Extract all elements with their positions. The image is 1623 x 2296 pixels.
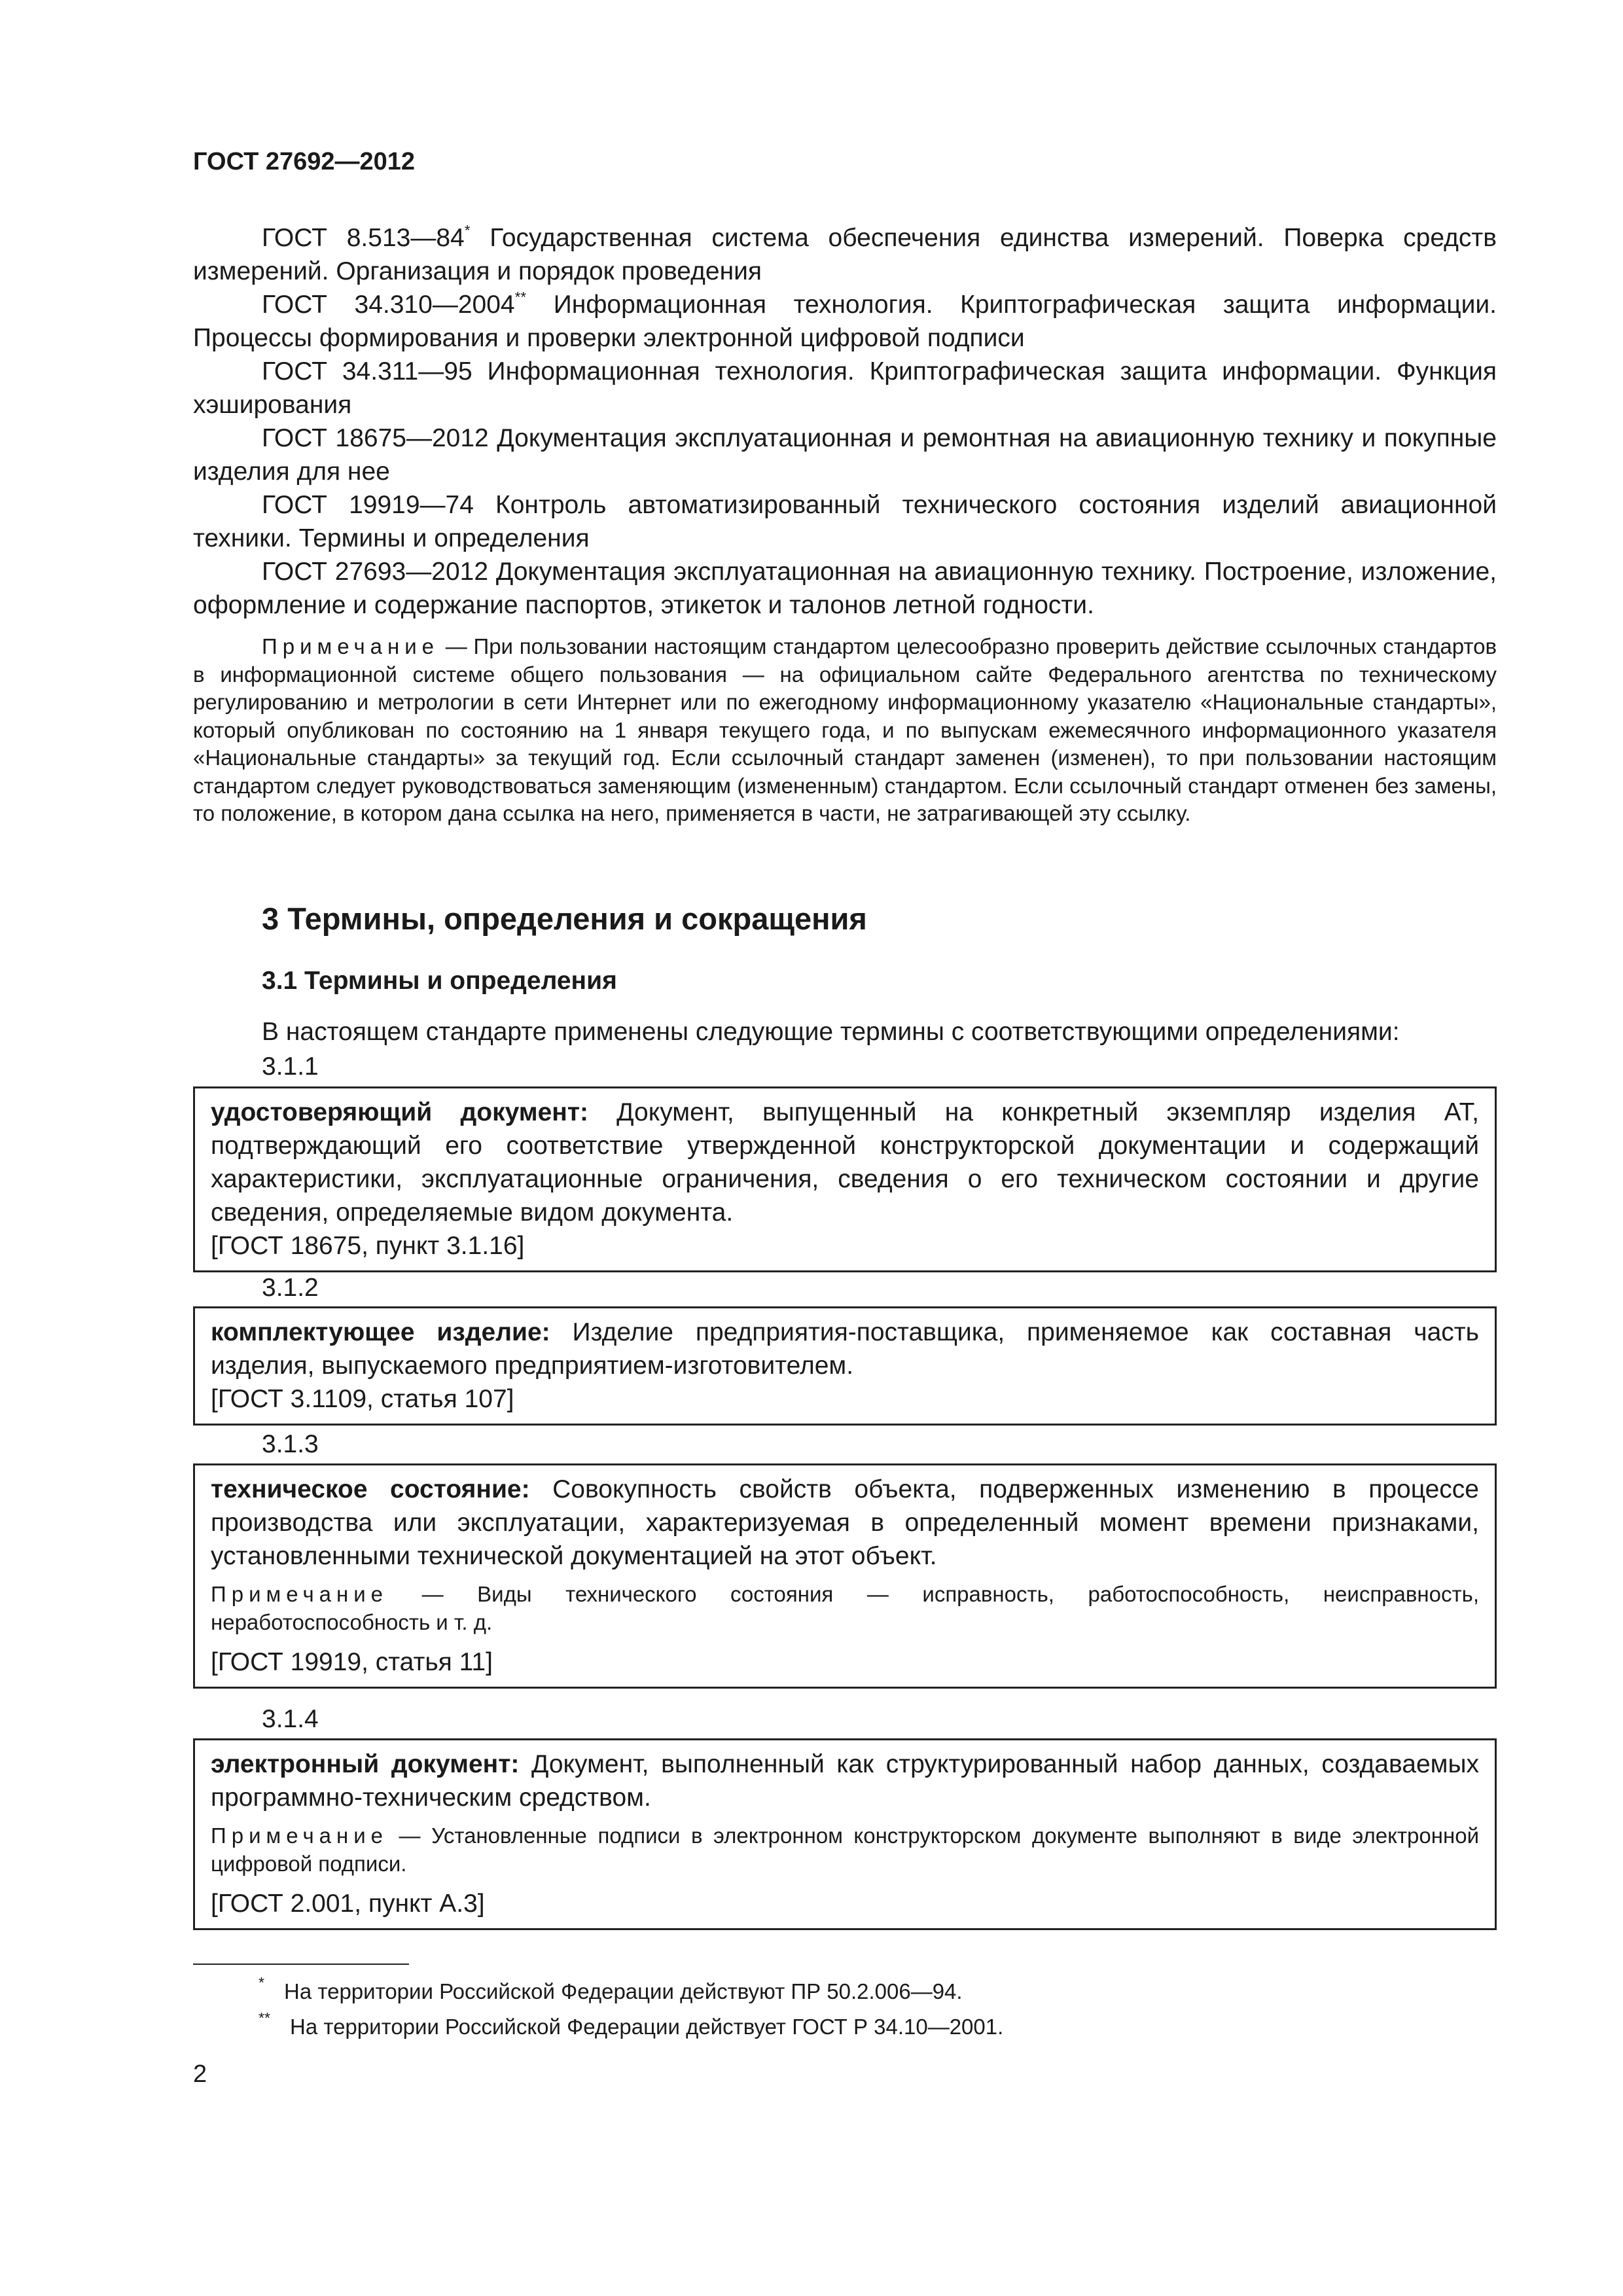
term-number: 3.1.1 [262,1052,319,1081]
term-name: электронный документ: [211,1750,520,1778]
section-intro: В настоящем стандарте применены следующие термины с соответствующими определениями: [262,1018,1400,1046]
term-number: 3.1.4 [262,1705,319,1733]
term-definition: техническое состояние: Совокупность свойств объекта, подверженных изменению в процессе производства или эксплуатации, характеризуемая в определенный момент времени признаками, установленными технической документацией на этот объект. [211,1475,1479,1570]
note-label: Примечание [262,634,440,658]
subsection-title: 3.1 Термины и определения [262,967,617,995]
term-number: 3.1.2 [262,1274,319,1302]
term-definition: комплектующее изделие: Изделие предприятия-поставщика, применяемое как составная часть изделия, выпускаемого предприятием-изготовителем. [211,1318,1479,1380]
note-label: Примечание [211,1823,389,1848]
term-box [193,1463,1497,1689]
term-name: комплектующее изделие: [211,1318,550,1346]
footnote-separator [193,1964,409,1965]
term-source: [ГОСТ 2.001, пункт А.3] [211,1890,485,1918]
term-source: [ГОСТ 3.1109, статья 107] [211,1385,514,1413]
term-name: удостоверяющий документ: [211,1098,588,1126]
section-title: 3 Термины, определения и сокращения [262,901,867,936]
note-text: — При пользовании настоящим стандартом целесообразно проверить действие ссылочных стандартов в информационной системе общего пользования — на официальном сайте Федерального агентства по техническому регулированию и метрологии в сети Интернет или по ежегодному информационному указателю «Национальные стандарты», который опубликован по состоянию на 1 января текущего года, и по выпускам ежемесячного информационного указателя «Национальные стандарты» за текущий год. Если ссылочный стандарт заменен (изменен), то при пользовании настоящим стандартом следует руководствоваться заменяющим (измененным) стандартом. Если ссылочный стандарт отменен без замены, то положение, в котором дана ссылка на него, применяется в части, не затрагивающей эту ссылку. [193,634,1497,825]
reference-entry: ГОСТ 27693—2012 Документация эксплуатационная на авиационную технику. Построение, изложение, оформление и содержание паспортов, этикеток и талонов летной годности. [193,558,1497,619]
term-box [193,1306,1497,1426]
term-source: [ГОСТ 18675, пункт 3.1.16] [211,1232,525,1260]
normative-references [193,221,1497,850]
reference-entry: ГОСТ 18675—2012 Документация эксплуатационная и ремонтная на авиационную технику и покупные изделия для нее [193,424,1497,486]
term-note: Примечание — Виды технического состояния — исправность, работоспособность, неисправность, неработоспособность и т. д. [211,1582,1479,1634]
term-box [193,1086,1497,1272]
term-box [193,1738,1497,1930]
note-label: Примечание [211,1582,389,1606]
term-name: техническое состояние: [211,1475,530,1503]
term-note: Примечание — Установленные подписи в электронном конструкторском документе выполняют в виде электронной цифровой подписи. [211,1823,1479,1876]
term-definition: электронный документ: Документ, выполненный как структурированный набор данных, создаваемых программно-техническим средством. [211,1750,1479,1812]
references-note [193,633,1497,828]
reference-entry: ГОСТ 34.311—95 Информационная технология. Криптографическая защита информации. Функция хэширования [193,357,1497,419]
reference-entry: ГОСТ 19919—74 Контроль автоматизированный технического состояния изделий авиационной техники. Термины и определения [193,491,1497,552]
page-number: 2 [193,2060,207,2088]
reference-entry: ГОСТ 34.310—2004** Информационная технология. Криптографическая защита информации. Процессы формирования и проверки электронной цифровой подписи [193,289,1497,352]
running-header: ГОСТ 27692—2012 [193,148,416,175]
term-source: [ГОСТ 19919, статья 11] [211,1648,493,1676]
term-definition: удостоверяющий документ: Документ, выпущенный на конкретный экземпляр изделия АТ, подтверждающий его соответствие утвержденной конструкторской документации и содержащий характеристики, эксплуатационные ограничения, сведения о его техническом состоянии и другие сведения, определяемые видом документа. [211,1098,1479,1227]
footnote: ** На территории Российской Федерации действует ГОСТ Р 34.10—2001. [259,2009,1004,2039]
term-number: 3.1.3 [262,1430,319,1458]
footnote: * На территории Российской Федерации действуют ПР 50.2.006—94. [259,1974,963,2003]
reference-entry: ГОСТ 8.513—84* Государственная система обеспечения единства измерений. Поверка средств измерений. Организация и порядок проведения [193,222,1497,285]
